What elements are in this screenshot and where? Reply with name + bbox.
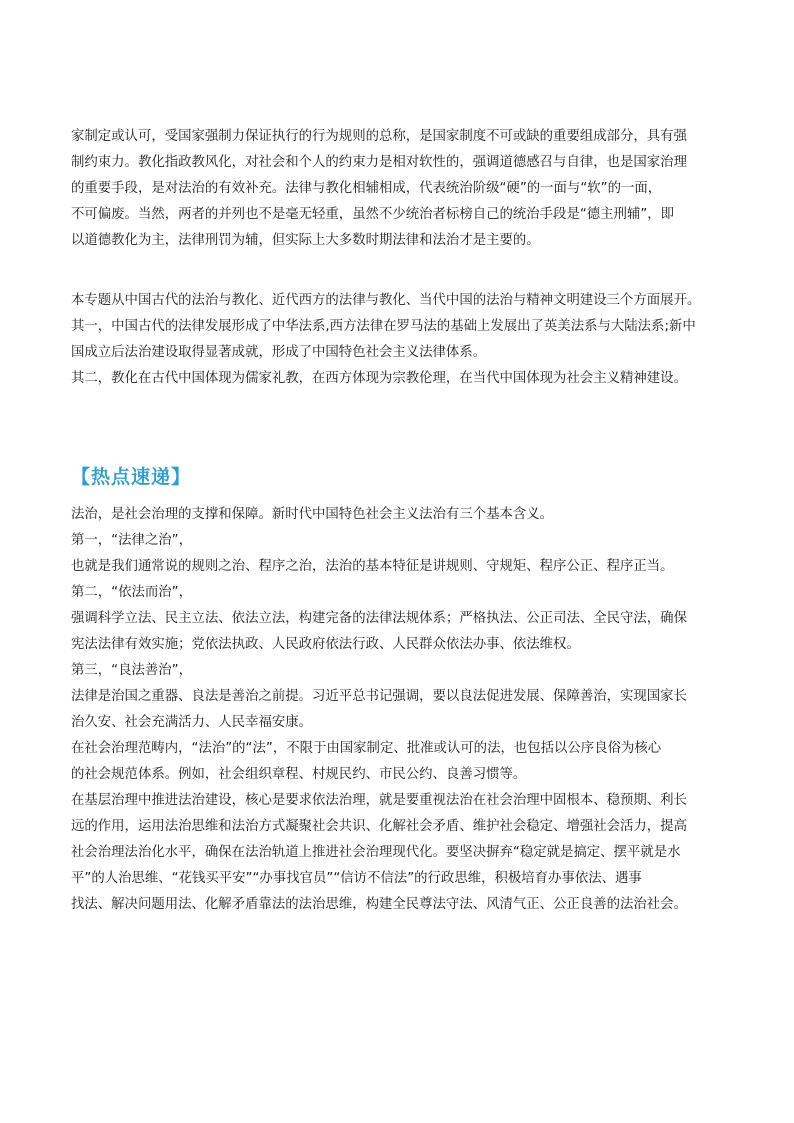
text-line: 法律是治国之重器、良法是善治之前提。习近平总书记强调，要以良法促进发展、保障善治，实现国家长	[71, 689, 687, 704]
text-line: 国成立后法治建设取得显著成就，形成了中国特色社会主义法律体系。	[71, 345, 487, 360]
text-line: 不可偏废。当然，两者的并列也不是毫无轻重，虽然不少统治者标榜自己的统治手段是“德主刑辅”，即	[71, 207, 675, 222]
text-line: 治久安、社会充满活力、人民幸福安康。	[71, 715, 313, 730]
text-line: 制约束力。教化指政教风化，对社会和个人的约束力是相对软性的，强调道德感召与自律，也是国家治理	[71, 155, 687, 170]
text-line: 本专题从中国古代的法治与教化、近代西方的法律与教化、当代中国的法治与精神文明建设三个方面展开。	[71, 293, 701, 308]
text-line: 远的作用，运用法治思维和法治方式凝聚社会共识、化解社会矛盾、维护社会稳定、增强社会活力，提高	[71, 819, 687, 834]
text-line: 在社会治理范畴内，“法治”的“法”，不限于由国家制定、批准或认可的法，也包括以公序良俗为核心	[71, 741, 662, 756]
hot-topic-body	[71, 502, 731, 918]
text-line: 法治，是社会治理的支撑和保障。新时代中国特色社会主义法治有三个基本含义。	[71, 507, 554, 522]
text-line: 在基层治理中推进法治建设，核心是要求依法治理，就是要重视法治在社会治理中固根本、稳预期、利长	[71, 793, 687, 808]
text-line: 其一，中国古代的法律发展形成了中华法系,西方法律在罗马法的基础上发展出了英美法系与大陆法系;新中	[71, 319, 696, 334]
text-line: 第二，“依法而治”，	[71, 585, 192, 600]
text-line: 第三，“良法善治”，	[71, 663, 192, 678]
text-line: 宪法法律有效实施；党依法执政、人民政府依法行政、人民群众依法办事、依法维权。	[71, 637, 580, 652]
text-line: 家制定或认可，受国家强制力保证执行的行为规则的总称，是国家制度不可或缺的重要组成部分，具有强	[71, 129, 687, 144]
text-line: 社会治理法治化水平，确保在法治轨道上推进社会治理现代化。要坚决摒弃“稳定就是搞定、摆平就是水	[71, 845, 681, 860]
section-heading: 【热点速递】	[71, 466, 192, 488]
intro-paragraph-2	[71, 288, 731, 392]
text-line: 其二，教化在古代中国体现为儒家礼教，在西方体现为宗教伦理，在当代中国体现为社会主义精神建设。	[71, 371, 687, 386]
text-line: 找法、解决问题用法、化解矛盾靠法的法治思维，构建全民尊法守法、风清气正、公正良善的法治社会。	[71, 897, 687, 912]
text-line: 的重要手段，是对法治的有效补充。法律与教化相辅相成，代表统治阶级“硬”的一面与“软”的一面，	[71, 181, 662, 196]
intro-paragraph-1	[71, 124, 731, 254]
text-line: 强调科学立法、民主立法、依法立法，构建完备的法律法规体系；严格执法、公正司法、全民守法，确保	[71, 611, 687, 626]
text-line: 第一，“法律之治”，	[71, 533, 192, 548]
text-line: 以道德教化为主，法律刑罚为辅，但实际上大多数时期法律和法治才是主要的。	[71, 233, 540, 248]
text-line: 平”的人治思维、“花钱买平安”“办事找官员”“信访不信法”的行政思维，积极培育办事依法、遇事	[71, 871, 642, 886]
text-line: 也就是我们通常说的规则之治、程序之治，法治的基本特征是讲规则、守规矩、程序公正、程序正当。	[71, 559, 674, 574]
text-line: 的社会规范体系。例如，社会组织章程、村规民约、市民公约、良善习惯等。	[71, 767, 527, 782]
